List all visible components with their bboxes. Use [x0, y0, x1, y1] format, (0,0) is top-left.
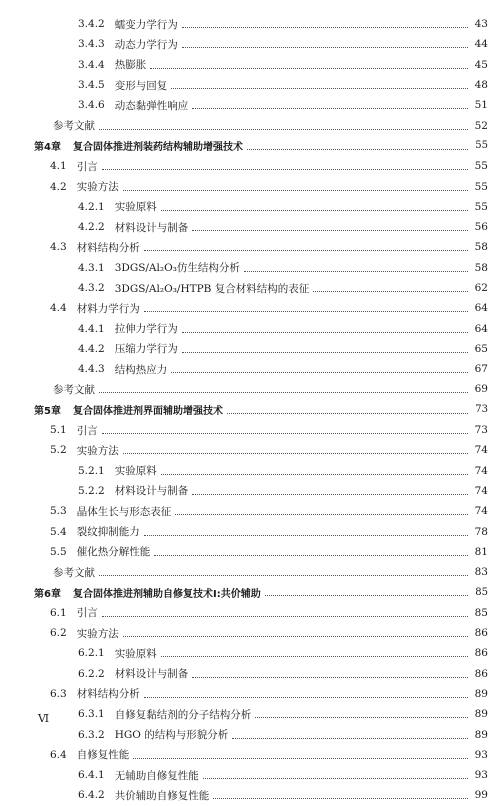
- toc-entry-page: 89: [474, 687, 488, 700]
- toc-entry-page: 55: [474, 200, 488, 213]
- dot-leader: [213, 797, 468, 799]
- toc-entry-number: 3.4.5: [78, 79, 105, 92]
- toc-entry-page: 74: [474, 505, 488, 518]
- toc-entry-title: 实验方法: [76, 627, 119, 640]
- dot-leader: [244, 270, 468, 272]
- toc-entry-page: 55: [474, 160, 488, 173]
- toc-section-entry[interactable]: [0, 704, 500, 724]
- toc-entry-number: 6.4.2: [78, 789, 105, 802]
- toc-section-entry[interactable]: [0, 359, 500, 379]
- toc-entry-number: 6.4.1: [78, 769, 105, 782]
- toc-entry-number: 4.4.3: [78, 363, 105, 376]
- toc-entry-title: 催化热分解性能: [76, 546, 151, 559]
- toc-section-entry[interactable]: [0, 75, 500, 95]
- toc-entry-page: 58: [474, 261, 488, 274]
- dot-leader: [102, 615, 468, 617]
- toc-entry-title: 结构热应力: [114, 363, 168, 376]
- toc-entry-number: 4.3: [50, 241, 67, 254]
- toc-section-entry[interactable]: [0, 623, 500, 643]
- toc-section-entry[interactable]: [0, 765, 500, 785]
- toc-entry-page: 56: [474, 221, 488, 234]
- toc-entry-title: 实验原料: [114, 465, 157, 478]
- toc-entry-title: 实验原料: [114, 647, 157, 660]
- toc-entry-page: 51: [474, 99, 488, 112]
- toc-section-entry[interactable]: [0, 664, 500, 684]
- toc-entry-title: 无辅助自修复性能: [114, 769, 199, 782]
- toc-entry-number: 6.3: [50, 687, 67, 700]
- toc-section-entry[interactable]: [0, 55, 500, 75]
- toc-entry-title: 3DGS/Al₂O₃仿生结构分析: [114, 262, 240, 275]
- toc-chapter-entry[interactable]: [0, 400, 500, 420]
- toc-entry-title: 共价辅助自修复性能: [114, 789, 210, 802]
- toc-entry-title: 动态黏弹性响应: [114, 99, 189, 112]
- toc-section-entry[interactable]: [0, 34, 500, 54]
- toc-entry-title: 引言: [76, 160, 98, 173]
- toc-entry-page: 81: [474, 545, 488, 558]
- toc-entry-page: 89: [474, 708, 488, 721]
- toc-entry-page: 64: [474, 302, 488, 315]
- toc-entry-title: 热膨胀: [114, 59, 147, 72]
- toc-entry-number: 4.2.1: [78, 200, 105, 213]
- toc-entry-number: 4.3.2: [78, 282, 105, 294]
- toc-section-entry[interactable]: [0, 461, 500, 481]
- toc-section-entry[interactable]: [0, 339, 500, 359]
- toc-section-entry[interactable]: [0, 521, 500, 541]
- toc-entry-title: 材料设计与制备: [114, 668, 189, 681]
- toc-entry-title: 自修复黏结剂的分子结构分析: [114, 708, 252, 721]
- toc-entry-number: 3.4.6: [78, 99, 105, 112]
- toc-section-entry[interactable]: [0, 237, 500, 257]
- toc-section-entry[interactable]: [0, 298, 500, 318]
- toc-entry-title: 材料结构分析: [76, 688, 140, 701]
- toc-entry-number: 6.2.1: [78, 647, 105, 660]
- toc-entry-title: 材料设计与制备: [114, 485, 189, 498]
- dot-leader: [182, 351, 468, 353]
- toc-entry-page: 44: [474, 38, 488, 51]
- dot-leader: [175, 513, 468, 515]
- toc-entry-number: 3.4.2: [78, 18, 105, 31]
- toc-entry-number: 4.4.2: [78, 342, 105, 355]
- toc-entry-number: 3.4.3: [78, 38, 105, 51]
- toc-entry-page: 58: [474, 241, 488, 254]
- toc-entry-title: 复合固体推进剂辅助自修复技术Ⅰ:共价辅助: [72, 588, 261, 600]
- toc-section-entry[interactable]: [0, 501, 500, 521]
- toc-entry-number: 6.2: [50, 627, 67, 640]
- toc-section-entry[interactable]: [0, 278, 500, 298]
- toc-entry-number: 6.2.2: [78, 667, 105, 680]
- toc-entry-title: 参考文献: [53, 566, 95, 579]
- toc-section-entry[interactable]: [0, 217, 500, 237]
- toc-entry-page: 86: [474, 627, 488, 640]
- toc-section-entry[interactable]: [0, 156, 500, 176]
- dot-leader: [227, 412, 468, 414]
- toc-entry-page: 85: [474, 606, 488, 619]
- toc-entry-title: 自修复性能: [76, 749, 130, 762]
- dot-leader: [144, 534, 468, 536]
- toc-entry-page: 93: [474, 769, 488, 782]
- toc-entry-page: 73: [475, 404, 488, 416]
- toc-entry-page: 89: [474, 728, 488, 741]
- toc-entry-number: 5.2: [50, 444, 67, 457]
- toc-section-entry[interactable]: [0, 643, 500, 663]
- toc-references-entry[interactable]: [0, 562, 500, 582]
- dot-leader: [161, 473, 468, 475]
- toc-entry-page: 85: [475, 586, 488, 598]
- toc-entry-number: 5.3: [50, 505, 67, 518]
- toc-entry-number: 5.4: [50, 525, 67, 538]
- toc-section-entry[interactable]: [0, 258, 500, 278]
- toc-entry-page: 74: [474, 444, 488, 457]
- toc-section-entry[interactable]: [0, 724, 500, 744]
- toc-entry-number: 3.4.4: [78, 58, 105, 71]
- dot-leader: [161, 655, 468, 657]
- toc-entry-page: 67: [474, 363, 488, 376]
- toc-entry-title: 实验方法: [76, 444, 119, 457]
- toc-section-entry[interactable]: [0, 440, 500, 460]
- dot-leader: [144, 310, 468, 312]
- toc-entry-number: 5.5: [50, 545, 67, 558]
- toc-entry-number: 6.1: [50, 606, 67, 619]
- toc-entry-title: 压缩力学行为: [114, 343, 178, 356]
- dot-leader: [232, 737, 468, 739]
- toc-entry-number: 4.2.2: [78, 221, 105, 234]
- toc-entry-title: 引言: [76, 607, 98, 620]
- toc-section-entry[interactable]: [0, 684, 500, 704]
- dot-leader: [313, 290, 468, 292]
- toc-section-entry[interactable]: [0, 745, 500, 765]
- toc-section-entry[interactable]: [0, 542, 500, 562]
- dot-leader: [123, 452, 468, 454]
- toc-entry-number: 4.3.1: [78, 261, 105, 274]
- toc-entry-page: 74: [474, 484, 488, 497]
- dot-leader: [192, 107, 468, 109]
- toc-entry-number: 5.2.1: [78, 464, 105, 477]
- toc-entry-number: 4.2: [50, 180, 67, 193]
- toc-entry-page: 62: [474, 282, 488, 294]
- toc-entry-number: 第6章: [34, 588, 61, 600]
- toc-entry-title: 材料结构分析: [76, 241, 140, 254]
- toc-chapter-entry[interactable]: [0, 582, 500, 602]
- table-of-contents: [0, 14, 500, 806]
- dot-leader: [192, 493, 468, 495]
- dot-leader: [99, 391, 468, 393]
- dot-leader: [123, 189, 468, 191]
- toc-entry-title: 复合固体推进剂界面辅助增强技术: [72, 406, 223, 418]
- toc-entry-page: 64: [474, 322, 488, 335]
- dot-leader: [171, 371, 468, 373]
- toc-entry-title: 3DGS/Al₂O₃/HTPB 复合材料结构的表征: [114, 282, 310, 295]
- toc-entry-page: 83: [474, 566, 488, 579]
- dot-leader: [182, 26, 468, 28]
- toc-entry-page: 86: [474, 647, 488, 660]
- toc-entry-page: 43: [474, 18, 488, 31]
- toc-entry-title: 蠕变力学行为: [114, 18, 178, 31]
- toc-entry-page: 55: [474, 180, 488, 193]
- dot-leader: [99, 574, 468, 576]
- toc-entry-number: 6.3.2: [78, 728, 105, 741]
- toc-entry-number: 4.4.1: [78, 322, 105, 335]
- toc-entry-number: 4.1: [50, 160, 67, 173]
- toc-entry-title: 参考文献: [53, 120, 95, 133]
- toc-references-entry[interactable]: [0, 115, 500, 135]
- dot-leader: [102, 168, 468, 170]
- toc-entry-title: 引言: [76, 424, 98, 437]
- dot-leader: [144, 696, 468, 698]
- toc-section-entry[interactable]: [0, 197, 500, 217]
- toc-entry-number: 6.4: [50, 748, 67, 761]
- toc-entry-number: 5.2.2: [78, 484, 105, 497]
- toc-section-entry[interactable]: [0, 95, 500, 115]
- toc-entry-number: 第5章: [34, 406, 61, 418]
- page-number-roman: Ⅵ: [38, 712, 50, 725]
- toc-entry-page: 52: [474, 119, 488, 132]
- toc-entry-number: 5.1: [50, 424, 67, 437]
- toc-entry-title: 实验原料: [114, 201, 157, 214]
- toc-entry-title: 晶体生长与形态表征: [76, 505, 172, 518]
- toc-entry-title: 裂纹抑制能力: [76, 526, 140, 539]
- dot-leader: [192, 676, 468, 678]
- dot-leader: [144, 249, 468, 251]
- toc-entry-title: 复合固体推进剂装药结构辅助增强技术: [72, 142, 243, 154]
- toc-entry-page: 99: [474, 789, 488, 802]
- toc-entry-title: HGO 的结构与形貌分析: [114, 729, 229, 742]
- toc-entry-number: 6.3.1: [78, 708, 105, 721]
- toc-entry-page: 55: [475, 140, 488, 152]
- dot-leader: [247, 148, 468, 150]
- dot-leader: [123, 635, 468, 637]
- dot-leader: [171, 87, 468, 89]
- toc-section-entry[interactable]: [0, 603, 500, 623]
- dot-leader: [150, 67, 468, 69]
- dot-leader: [154, 554, 468, 556]
- toc-section-entry[interactable]: [0, 420, 500, 440]
- dot-leader: [182, 46, 468, 48]
- toc-entry-title: 实验方法: [76, 181, 119, 194]
- toc-entry-page: 86: [474, 667, 488, 680]
- toc-entry-page: 93: [474, 748, 488, 761]
- toc-entry-page: 78: [474, 525, 488, 538]
- toc-section-entry[interactable]: [0, 481, 500, 501]
- dot-leader: [265, 594, 468, 596]
- toc-entry-title: 材料力学行为: [76, 302, 140, 315]
- toc-section-entry[interactable]: [0, 318, 500, 338]
- dot-leader: [192, 229, 468, 231]
- toc-entry-page: 74: [474, 464, 488, 477]
- toc-section-entry[interactable]: [0, 176, 500, 196]
- dot-leader: [102, 432, 468, 434]
- toc-entry-page: 48: [474, 79, 488, 92]
- toc-entry-page: 65: [474, 342, 488, 355]
- toc-entry-title: 动态力学行为: [114, 38, 178, 51]
- toc-entry-page: 45: [474, 58, 488, 71]
- toc-references-entry[interactable]: [0, 379, 500, 399]
- toc-section-entry[interactable]: [0, 785, 500, 805]
- dot-leader: [161, 209, 468, 211]
- toc-entry-title: 变形与回复: [114, 79, 168, 92]
- dot-leader: [133, 757, 468, 759]
- dot-leader: [255, 716, 468, 718]
- toc-entry-number: 4.4: [50, 302, 67, 315]
- toc-entry-page: 69: [474, 383, 488, 396]
- toc-chapter-entry[interactable]: [0, 136, 500, 156]
- toc-section-entry[interactable]: [0, 14, 500, 34]
- toc-entry-title: 参考文献: [53, 383, 95, 396]
- dot-leader: [203, 777, 468, 779]
- dot-leader: [182, 331, 468, 333]
- toc-entry-title: 材料设计与制备: [114, 221, 189, 234]
- toc-entry-number: 第4章: [34, 142, 61, 154]
- dot-leader: [99, 128, 468, 130]
- toc-entry-title: 拉伸力学行为: [114, 323, 178, 336]
- toc-entry-page: 73: [474, 424, 488, 437]
